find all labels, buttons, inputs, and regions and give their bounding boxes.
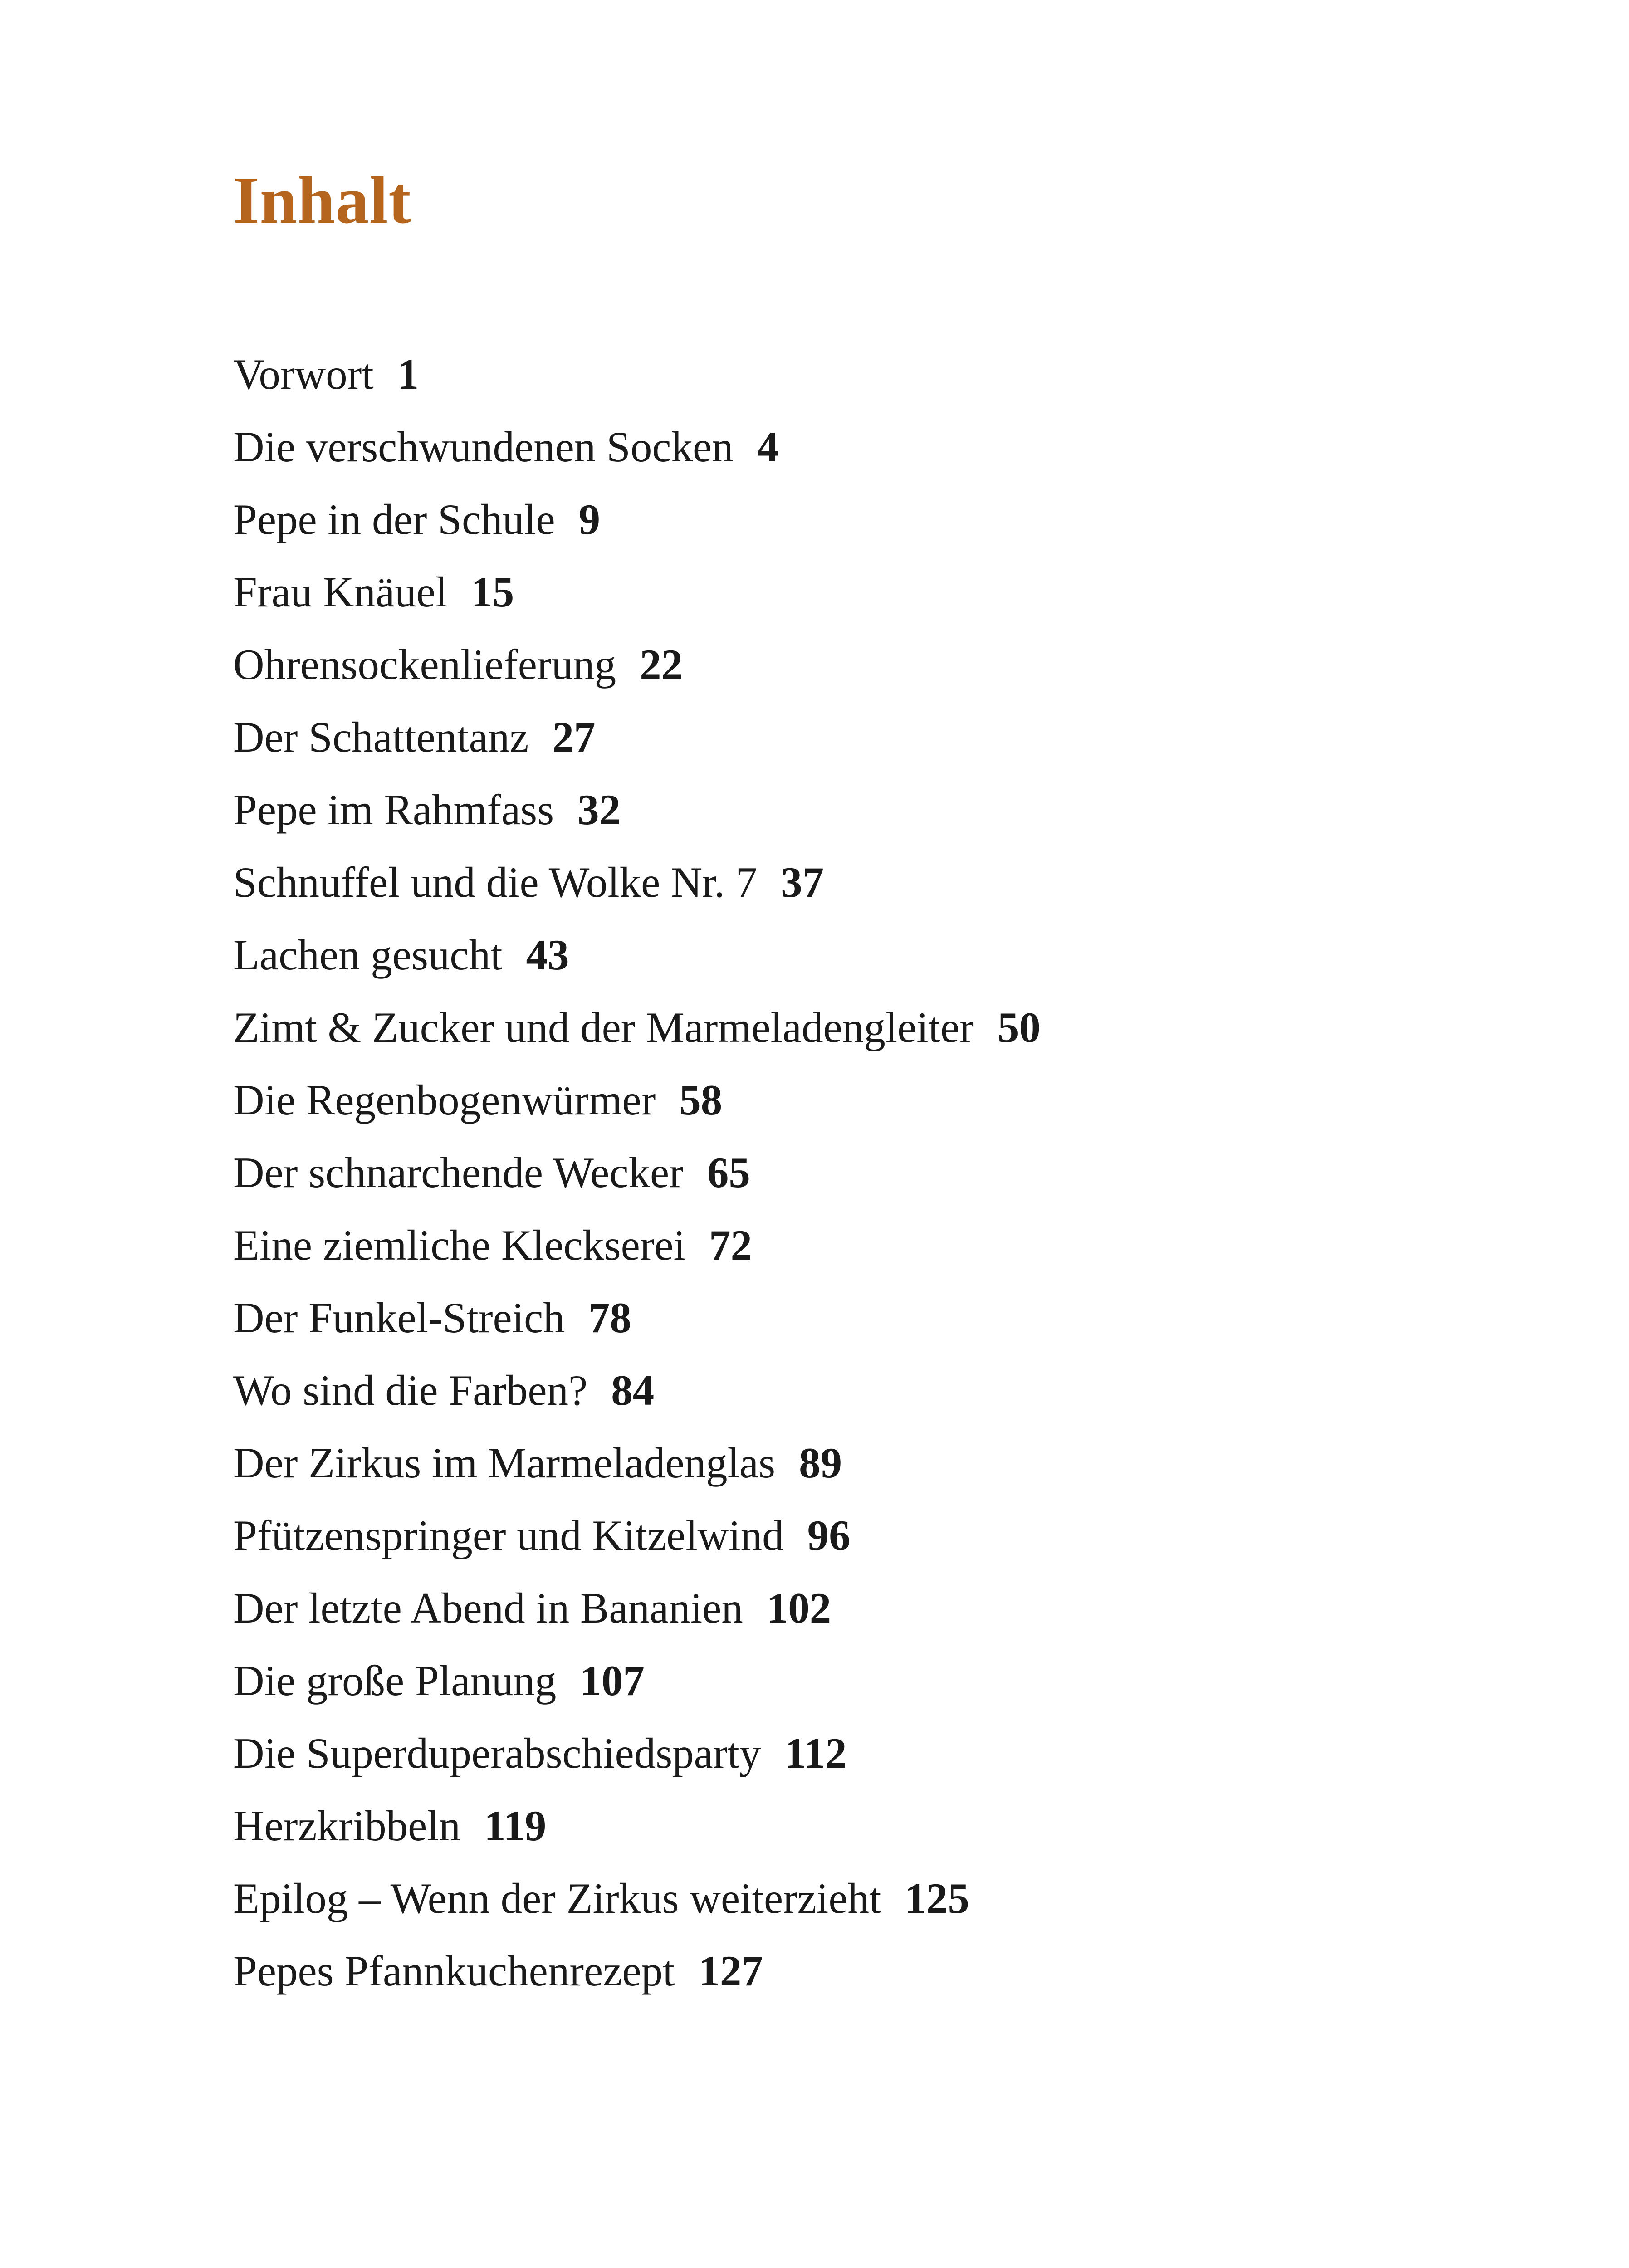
toc-entry: [233, 562, 1041, 635]
toc-entry: [233, 417, 1041, 490]
toc-entry: [233, 1433, 1041, 1506]
toc-entry-title: Eine ziemliche Kleckserei: [233, 1221, 685, 1269]
toc-entry-page: 119: [484, 1802, 547, 1850]
toc-entry-title: Vorwort: [233, 350, 374, 398]
toc-entry: [233, 1506, 1041, 1579]
toc-entry-page: 32: [577, 786, 621, 834]
toc-entry-page: 65: [707, 1149, 750, 1197]
toc-entry-title: Der letzte Abend in Bananien: [233, 1584, 743, 1632]
toc-entry-title: Pepes Pfannkuchenrezept: [233, 1947, 675, 1995]
toc-entry-page: 78: [588, 1294, 631, 1342]
toc-entry-title: Ohrensockenlieferung: [233, 640, 616, 689]
toc-entry: [233, 1143, 1041, 1216]
toc-entry-page: 58: [679, 1076, 723, 1124]
toc-entry-title: Lachen gesucht: [233, 931, 503, 979]
toc-entry: [233, 490, 1041, 562]
toc-entry: [233, 345, 1041, 417]
toc-entry-page: 125: [905, 1874, 969, 1922]
toc-entry-title: Der schnarchende Wecker: [233, 1149, 684, 1197]
toc-entry-page: 50: [997, 1003, 1041, 1051]
toc-entry: [233, 1361, 1041, 1433]
toc-entry: [233, 1288, 1041, 1361]
toc-entry: [233, 1724, 1041, 1796]
toc-entry-page: 89: [799, 1439, 842, 1487]
toc-entry-page: 1: [397, 350, 419, 398]
toc-entry-title: Der Funkel-Streich: [233, 1294, 565, 1342]
toc-entry-title: Die Regenbogenwürmer: [233, 1076, 656, 1124]
toc-entry-page: 22: [640, 640, 683, 689]
toc-entry-title: Pepe in der Schule: [233, 495, 555, 543]
toc-entry: [233, 1941, 1041, 2014]
toc-entry-page: 102: [766, 1584, 832, 1632]
toc-entry-title: Herzkribbeln: [233, 1802, 461, 1850]
toc-entry-title: Schnuffel und die Wolke Nr. 7: [233, 858, 758, 906]
toc-entry-title: Zimt & Zucker und der Marmeladengleiter: [233, 1003, 974, 1051]
toc-entry-page: 37: [781, 858, 824, 906]
toc-entry: [233, 1216, 1041, 1288]
toc-entry-title: Pepe im Rahmfass: [233, 786, 554, 834]
toc-entry: [233, 1651, 1041, 1724]
toc-entry-page: 43: [526, 931, 569, 979]
page-title: Inhalt: [233, 163, 411, 238]
toc-entry: [233, 853, 1041, 925]
toc-entry-page: 96: [807, 1511, 851, 1559]
toc-entry-page: 27: [552, 713, 596, 761]
toc-entry-title: Die Superduperabschiedsparty: [233, 1729, 761, 1777]
toc-entry-title: Epilog – Wenn der Zirkus weiterzieht: [233, 1874, 881, 1922]
toc-entry-title: Die große Planung: [233, 1657, 557, 1705]
table-of-contents: [233, 345, 1041, 2014]
toc-entry: [233, 925, 1041, 998]
toc-entry-page: 84: [611, 1366, 655, 1414]
toc-entry: [233, 1869, 1041, 1941]
toc-entry-title: Der Zirkus im Marmeladenglas: [233, 1439, 776, 1487]
toc-entry: [233, 1796, 1041, 1869]
toc-entry-title: Die verschwundenen Socken: [233, 423, 734, 471]
toc-entry-page: 107: [580, 1657, 645, 1705]
toc-entry-page: 9: [578, 495, 601, 543]
toc-entry-title: Der Schattentanz: [233, 713, 529, 761]
toc-entry: [233, 1070, 1041, 1143]
toc-entry: [233, 998, 1041, 1070]
toc-entry-page: 112: [784, 1729, 847, 1777]
toc-entry-page: 72: [709, 1221, 752, 1269]
toc-entry-page: 127: [698, 1947, 763, 1995]
toc-entry-page: 4: [757, 423, 779, 471]
toc-entry-page: 15: [471, 568, 514, 616]
toc-entry-title: Frau Knäuel: [233, 568, 448, 616]
toc-entry: [233, 708, 1041, 780]
toc-entry-title: Pfützenspringer und Kitzelwind: [233, 1511, 784, 1559]
toc-entry: [233, 635, 1041, 708]
toc-entry: [233, 1579, 1041, 1651]
toc-entry: [233, 780, 1041, 853]
toc-entry-title: Wo sind die Farben?: [233, 1366, 588, 1414]
